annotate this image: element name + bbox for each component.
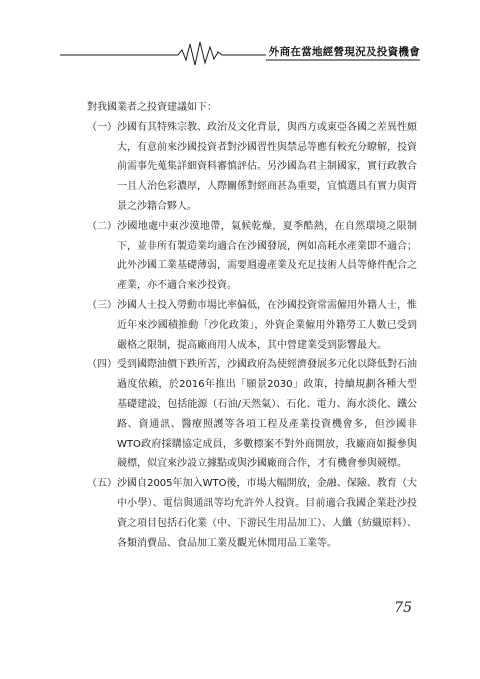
- list-item-text: 沙國自2005年加入WTO後，市場大幅開放，金融、保險、教育（大中小學）、電信與通訊等均允許外人投資。目前適合我國企業赴沙投資之項目包括石化業（中、下游民生用品加工）、人纖（紡織原料）、各類消費品、食品加工業及觀光休閒用品工業等。: [117, 478, 417, 549]
- list-item-text: 沙國人士投入勞動市場比率偏低，在沙國投資常需僱用外籍人士，惟近年來沙國積推動「沙化政策」，外資企業僱用外籍勞工人數已受到嚴格之限制，提高廠商用人成本，其中營建業受到影響最大。: [117, 299, 417, 351]
- list-item-text: 受到國際油價下跌所苦，沙國政府為使經濟發展多元化以降低對石油過度依賴，於2016年推出「願景2030」政策，持續規劃各種大型基礎建設，包括能源（石油/天然氣）、石化、電力、海水淡化、鐵公路、資通訊、醫療照護等各項工程及產業投資機會多，但沙國非WTO政府採購協定成員，多數標案不對外商開放，我廠商如擬參與競標，似宜來沙設立據點或與沙國廠商合作，才有機會參與競標。: [117, 359, 417, 470]
- list-item: [87, 296, 417, 355]
- running-header-title: 外商在當地經營現況及投資機會: [268, 46, 420, 58]
- page-header: [60, 38, 420, 68]
- list-item: [87, 474, 417, 553]
- list-item-number: （一）: [87, 121, 117, 133]
- recommendation-list: [87, 118, 417, 554]
- list-item: [87, 355, 417, 474]
- list-item-number: （二）: [87, 220, 117, 232]
- list-item: [87, 217, 417, 296]
- page-number: 75: [394, 600, 412, 616]
- list-item: [87, 118, 417, 217]
- list-item-text: 沙國地處中東沙漠地帶，氣候乾燥，夏季酷熱，在自然環境之限制下，並非所有製造業均適合在沙國發展，例如高耗水產業即不適合；此外沙國工業基礎薄弱，需要週邊產業及充足技術人員等條件配合之產業，亦不適合來沙投資。: [117, 220, 417, 292]
- list-item-text: 沙國有其特殊宗教、政治及文化背景，與西方或東亞各國之差異性頗大，有意前來沙國投資者對沙國習性與禁忌等應有較充分瞭解，投資前需事先蒐集詳細資料審慎評估。另沙國為君主制國家，實行政教合一且人治色彩濃厚，人際關係對經商甚為重要，宜慎選具有實力與背景之沙籍合夥人。: [117, 121, 417, 212]
- list-item-number: （五）: [87, 478, 117, 490]
- list-item-number: （三）: [87, 299, 117, 311]
- document-body: [87, 98, 417, 553]
- intro-paragraph: 對我國業者之投資建議如下：: [87, 102, 217, 113]
- list-item-number: （四）: [87, 359, 117, 371]
